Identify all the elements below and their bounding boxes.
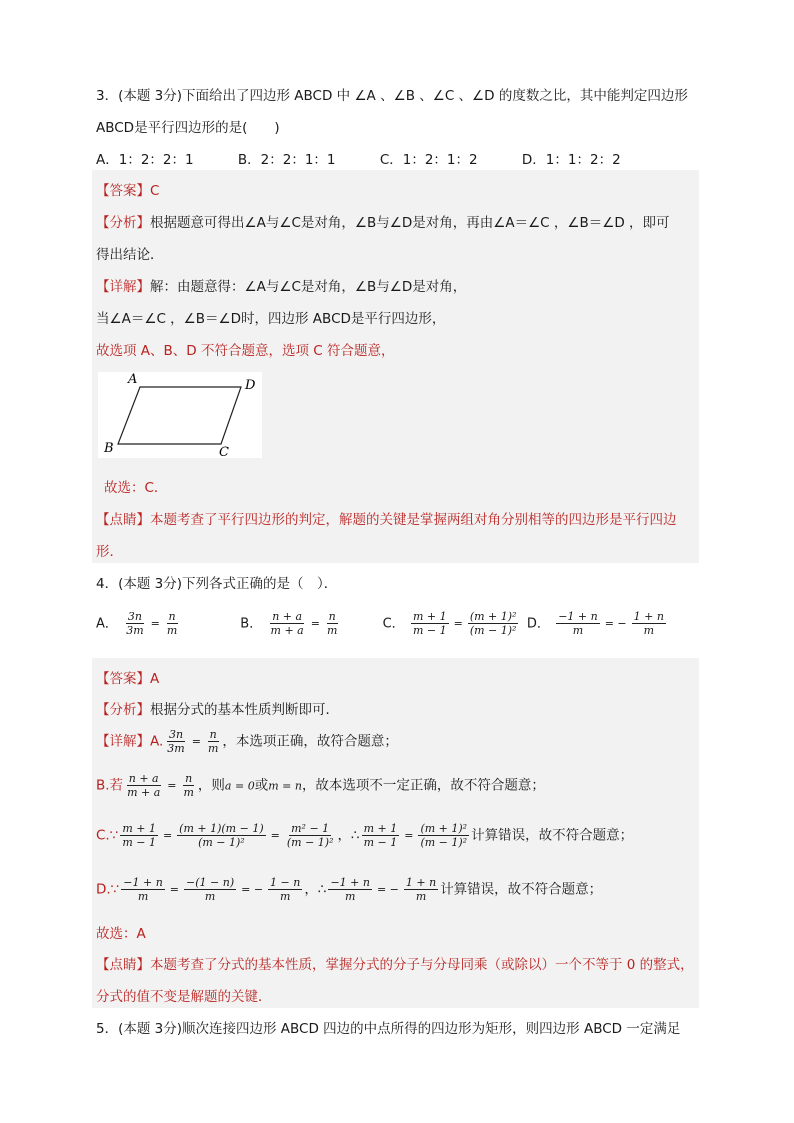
q3-options (96, 148, 643, 168)
detail-c-mid: ，∴ (337, 827, 360, 844)
fraction: $\frac{m + 1}{m - 1}$ (363, 822, 398, 849)
detail-b-condition: a = 0 (224, 779, 255, 793)
fraction: $\frac{n + a}{m + a}$ (127, 772, 161, 799)
q3-stem-line1: 3．(本题 3分)下面给出了四边形 ABCD 中 ∠A 、∠B 、∠C 、∠D 的度数之比，其中能判定四边形 (96, 88, 688, 104)
parallelogram-shape (118, 387, 241, 444)
detail-a-text: ，本选项正确，故符合题意； (222, 733, 398, 750)
fraction: $\frac{(m + 1)(m - 1)}{\text{(m − 1)²}}$ (179, 822, 264, 849)
comment-tag: 【点睛】 (96, 957, 150, 973)
fraction: $\frac{3n}{3m}$ (126, 610, 144, 637)
option-label: B． (240, 616, 263, 632)
detail-b-text: ，故本选项不一定正确，故不符合题意； (301, 777, 545, 794)
operator: = (150, 617, 160, 630)
detail-b-or: 或 (254, 777, 269, 794)
vertex-d-label: D (245, 378, 256, 393)
answer-value: A (150, 671, 160, 687)
detail-d-text: 计算错误，故不符合题意； (440, 881, 603, 898)
q4-option-b (240, 610, 378, 637)
comment-text: 本题考查了平行四边形的判定，解题的关键是掌握两组对角分别相等的四边形是平行四边 (150, 512, 677, 528)
q3-answer (96, 179, 159, 199)
fraction: $\frac{1 + n}{m}$ (633, 610, 664, 637)
fraction: $\frac{n}{m}$ (326, 610, 338, 637)
q3-option-a: A．1：2：2：1 (96, 152, 194, 168)
q3-option-b: B．2：2：1：1 (237, 152, 336, 168)
operator: = − (604, 617, 627, 630)
detail-b-condition: m = n (268, 779, 302, 793)
q4-option-a (96, 610, 236, 637)
q3-comment-line2: 形． (96, 544, 123, 560)
q4-stem: 4．(本题 3分)下列各式正确的是（ ）． (96, 576, 338, 592)
q3-analysis-line2: 得出结论． (96, 247, 164, 263)
option-label: A． (96, 616, 118, 632)
vertex-a-label: A (128, 372, 138, 387)
vertex-c-label: C (219, 445, 229, 458)
fraction: $\frac{m + 1}{m - 1}$ (122, 822, 156, 849)
detail-tag: 【详解】 (96, 733, 150, 750)
detail-text: 解：由题意得：∠A与∠C是对角，∠B与∠D是对角， (150, 279, 467, 295)
fraction: $\frac{n}{m}$ (166, 610, 178, 637)
q4-comment-line2: 分式的值不变是解题的关键． (96, 989, 272, 1005)
fraction: $\frac{\text{(m + 1)²}}{\text{(m − 1)²}}$ (420, 822, 468, 849)
detail-b-text: ，则 (197, 777, 225, 794)
fraction: $\frac{n + a}{m + a}$ (270, 610, 304, 637)
q4-option-d (527, 610, 668, 637)
q4-comment-line1 (96, 953, 694, 973)
analysis-tag: 【分析】 (96, 215, 150, 231)
answer-tag: 【答案】 (96, 671, 150, 687)
q4-detail-d: D.∵ $\frac{-1 + n}{m}$ = $\frac{-(1 - n)}{m}$ = − $\frac{1 - n}{m}$ ，∴ $\frac{-1 + n}{m}$ = − $\frac{1 + n}{m}$ 计算错误，故不符合题意； (96, 876, 603, 903)
option-label: D． (526, 616, 550, 632)
detail-c-text: 计算错误，故不符合题意； (471, 827, 634, 844)
parallelogram-figure (98, 372, 262, 458)
q4-options (96, 610, 668, 637)
fraction: $\frac{-1 + n}{m}$ (330, 876, 370, 903)
detail-a-prefix: A. (150, 733, 164, 750)
q5-stem-line1: 5．(本题 3分)顺次连接四边形 ABCD 四边的中点所得的四边形为矩形，则四边形 ABCD 一定满足 (96, 1021, 681, 1037)
q4-detail-a: 【详解】A. $\frac{3n}{3m}$ = $\frac{n}{m}$ ，本选项正确，故符合题意； (96, 728, 398, 755)
q3-choose: 故选：C． (104, 480, 168, 496)
q3-comment-line1 (96, 508, 677, 528)
fraction: $\frac{\text{(m + 1)²}}{\text{(m − 1)²}}$ (469, 610, 517, 637)
q3-detail-line3: 故选项 A、B、D 不符合题意，选项 C 符合题意， (96, 343, 395, 359)
q4-detail-b: B.若 $\frac{n + a}{m + a}$ = $\frac{n}{m}$ ，则a = 0或m = n，故本选项不一定正确，故不符合题意； (96, 772, 545, 799)
fraction: $\frac{-(1 - n)}{m}$ (186, 876, 235, 903)
q3-detail-line2: 当∠A＝∠C ，∠B＝∠D时，四边形 ABCD是平行四边形， (96, 311, 446, 327)
q3-option-c: C．1：2：1：2 (379, 152, 478, 168)
vertex-b-label: B (104, 441, 114, 456)
q3-analysis-line1 (96, 211, 670, 231)
q4-answer (96, 667, 159, 687)
operator: = (310, 617, 320, 630)
answer-tag: 【答案】 (96, 183, 150, 199)
fraction: $\frac{n}{m}$ (183, 772, 194, 799)
detail-tag: 【详解】 (96, 279, 150, 295)
operator: = (453, 617, 463, 630)
detail-c-prefix: C.∵ (96, 827, 119, 844)
fraction: $\frac{3n}{3m}$ (167, 728, 185, 755)
parallelogram-diagram (98, 372, 262, 458)
analysis-tag: 【分析】 (96, 702, 150, 718)
detail-d-mid: ，∴ (304, 881, 327, 898)
answer-value: C (150, 183, 160, 199)
fraction: $\frac{1 - n}{m}$ (270, 876, 301, 903)
fraction: $\frac{n}{m}$ (207, 728, 219, 755)
q3-detail-line1 (96, 275, 466, 295)
detail-d-prefix: D.∵ (96, 881, 120, 898)
fraction: $\frac{m + 1}{m - 1}$ (412, 610, 447, 637)
analysis-text: 根据题意可得出∠A与∠C是对角，∠B与∠D是对角，再由∠A＝∠C ，∠B＝∠D ，即可 (150, 215, 670, 231)
q3-option-d: D．1：1：2：2 (521, 152, 621, 168)
option-label: C． (382, 616, 405, 632)
detail-b-prefix: B.若 (96, 777, 124, 794)
fraction: $\frac{-1 + n}{m}$ (558, 610, 598, 637)
q4-analysis (96, 698, 339, 718)
q4-detail-c: C.∵ $\frac{m + 1}{m - 1}$ = $\frac{(m + 1)(m - 1)}{\text{(m − 1)²}}$ = $\frac{\text{m² − 1}}{\text{(m − 1)²}}$ ，∴ $\frac{m + 1}{m - 1}$ = $\frac{\text{(m + 1)²}}{\text{(m − 1)²}}$ 计算错误，故不符合题意； (96, 822, 634, 849)
comment-tag: 【点睛】 (96, 512, 150, 528)
comment-text: 本题考查了分式的基本性质，掌握分式的分子与分母同乘（或除以）一个不等于 0 的整式， (150, 957, 694, 973)
q4-choose: 故选：A (96, 926, 146, 942)
fraction: $\frac{-1 + n}{m}$ (123, 876, 163, 903)
fraction: $\frac{1 + n}{m}$ (405, 876, 437, 903)
fraction: $\frac{\text{m² − 1}}{\text{(m − 1)²}}$ (286, 822, 334, 849)
q3-stem-line2: ABCD是平行四边形的是( ) (96, 120, 280, 136)
analysis-text: 根据分式的基本性质判断即可． (150, 702, 339, 718)
q4-option-c (383, 610, 523, 637)
